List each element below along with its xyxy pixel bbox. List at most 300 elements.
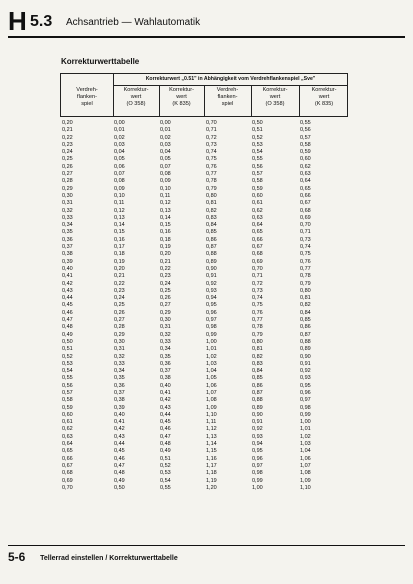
table-cell: 0,02: [160, 134, 171, 141]
table-cell: 0,77: [252, 317, 263, 324]
table-cell: 1,10: [206, 411, 217, 418]
table-cell: 0,65: [62, 448, 73, 455]
table-cell: 0,44: [160, 411, 171, 418]
table-cell: 0,95: [206, 302, 217, 309]
table-cell: 0,98: [252, 470, 263, 477]
table-cell: 1,01: [300, 426, 311, 433]
table-cell: 0,36: [62, 236, 73, 243]
table-row: [60, 266, 348, 273]
table-cell: 0,98: [300, 404, 311, 411]
table-cell: 0,44: [62, 295, 73, 302]
table-cell: 0,26: [114, 309, 125, 316]
table-cell: 0,52: [252, 134, 263, 141]
table-cell: 0,35: [114, 375, 125, 382]
column-header: Korrektur- wert (K 835): [169, 87, 194, 107]
table-row: [60, 171, 348, 178]
table-cell: 0,51: [252, 127, 263, 134]
table-cell: 0,62: [300, 163, 311, 170]
table-cell: 0,44: [114, 441, 125, 448]
table-cell: 0,65: [300, 185, 311, 192]
table-row: [60, 383, 348, 390]
column-header: Verdreh- flanken- spiel: [76, 87, 98, 107]
table-cell: 0,57: [252, 171, 263, 178]
table-cell: 0,89: [206, 258, 217, 265]
chapter-letter: H: [8, 6, 26, 36]
table-cell: 0,22: [160, 265, 171, 272]
table-row: [60, 259, 348, 266]
table-cell: 0,81: [206, 200, 217, 207]
table-cell: 0,46: [160, 426, 171, 433]
table-cell: 0,13: [160, 207, 171, 214]
table-cell: 0,72: [252, 280, 263, 287]
table-cell: 0,38: [114, 397, 125, 404]
table-cell: 0,43: [62, 287, 73, 294]
table-cell: 0,74: [206, 149, 217, 156]
table-cell: 0,76: [206, 163, 217, 170]
table-cell: 0,23: [114, 287, 125, 294]
footer-rule: [8, 545, 405, 546]
table-cell: 0,81: [252, 346, 263, 353]
table-row: [60, 456, 348, 463]
table-cell: 0,42: [114, 426, 125, 433]
table-cell: 0,93: [252, 433, 263, 440]
table-cell: 0,89: [252, 404, 263, 411]
column-header: Verdreh- flanken- spiel: [216, 87, 239, 107]
table-cell: 0,97: [252, 462, 263, 469]
table-cell: 0,59: [252, 185, 263, 192]
table-cell: 0,79: [300, 280, 311, 287]
table-cell: 0,45: [62, 302, 73, 309]
column-header: Korrektur- wert (K 835): [311, 87, 337, 107]
table-row: [60, 317, 348, 324]
table-cell: 0,66: [62, 455, 73, 462]
table-cell: 0,77: [206, 171, 217, 178]
table-cell: 0,60: [300, 156, 311, 163]
table-cell: 0,27: [114, 317, 125, 324]
table-cell: 0,46: [114, 455, 125, 462]
table-cell: 0,85: [206, 229, 217, 236]
table-cell: 0,95: [300, 382, 311, 389]
table-cell: 0,95: [252, 448, 263, 455]
table-cell: 1,16: [206, 455, 217, 462]
table-cell: 0,33: [62, 214, 73, 221]
table-row: [60, 149, 348, 156]
table-cell: 1,04: [300, 448, 311, 455]
table-row: [60, 390, 348, 397]
table-cell: 0,86: [206, 236, 217, 243]
table-cell: 0,18: [114, 251, 125, 258]
table-cell: 0,63: [300, 171, 311, 178]
table-cell: 0,04: [114, 149, 125, 156]
table-cell: 1,02: [300, 433, 311, 440]
table-cell: 0,87: [300, 331, 311, 338]
table-cell: 1,00: [252, 484, 263, 491]
table-row: [60, 346, 348, 353]
table-cell: 0,73: [252, 287, 263, 294]
table-cell: 1,03: [300, 441, 311, 448]
table-cell: 0,01: [160, 127, 171, 134]
table-cell: 0,21: [114, 273, 125, 280]
table-cell: 0,43: [114, 433, 125, 440]
table-row: [60, 448, 348, 455]
table-cell: 0,77: [300, 265, 311, 272]
table-cell: 0,47: [160, 433, 171, 440]
table-row: [60, 127, 348, 134]
table-cell: 0,27: [160, 302, 171, 309]
table-cell: 0,74: [252, 295, 263, 302]
table-cell: 0,18: [160, 236, 171, 243]
table-cell: 0,25: [160, 287, 171, 294]
table-cell: 0,55: [300, 120, 311, 126]
table-row: [60, 361, 348, 368]
table-cell: 0,05: [114, 156, 125, 163]
table-cell: 0,33: [160, 338, 171, 345]
table-cell: 0,39: [62, 258, 73, 265]
table-cell: 0,38: [160, 375, 171, 382]
table-cell: 0,99: [300, 411, 311, 418]
table-cell: 0,49: [62, 331, 73, 338]
table-cell: 0,00: [160, 120, 171, 126]
page-footer: [8, 550, 178, 564]
table-cell: 0,58: [252, 178, 263, 185]
table-cell: 0,67: [300, 200, 311, 207]
table-cell: 0,14: [160, 214, 171, 221]
table-cell: 0,42: [160, 397, 171, 404]
table-cell: 0,56: [252, 163, 263, 170]
table-cell: 1,00: [206, 338, 217, 345]
table-row: [60, 405, 348, 412]
table-row: [60, 215, 348, 222]
table-cell: 0,25: [114, 302, 125, 309]
table-cell: 0,57: [300, 134, 311, 141]
table-cell: 0,19: [160, 244, 171, 251]
table-row: [60, 135, 348, 142]
table-cell: 0,53: [62, 360, 73, 367]
table-cell: 0,84: [206, 222, 217, 229]
table-cell: 0,81: [300, 295, 311, 302]
table-row: [60, 434, 348, 441]
table-cell: 0,36: [160, 360, 171, 367]
table-row: [60, 295, 348, 302]
table-cell: 0,37: [62, 244, 73, 251]
table-cell: 0,52: [62, 353, 73, 360]
table-body: [60, 120, 348, 492]
table-cell: 0,40: [160, 382, 171, 389]
table-cell: 0,46: [62, 309, 73, 316]
table-cell: 0,08: [114, 178, 125, 185]
table-cell: 0,85: [300, 317, 311, 324]
table-cell: 0,71: [300, 229, 311, 236]
table-row: [60, 470, 348, 477]
table-cell: 0,28: [114, 324, 125, 331]
table-row: [60, 412, 348, 419]
table-cell: 1,10: [300, 484, 311, 491]
table-cell: 0,91: [252, 419, 263, 426]
table-cell: 0,75: [300, 251, 311, 258]
table-cell: 1,02: [206, 353, 217, 360]
table-cell: 0,90: [252, 411, 263, 418]
table-cell: 0,32: [160, 331, 171, 338]
column-header: Korrektur- wert (O 358): [123, 87, 149, 107]
table-cell: 0,03: [160, 141, 171, 148]
table-cell: 0,98: [206, 324, 217, 331]
table-cell: 0,55: [62, 375, 73, 382]
table-cell: 1,06: [300, 455, 311, 462]
table-cell: 0,55: [160, 484, 171, 491]
table-cell: 0,90: [300, 353, 311, 360]
table-top-label: Korrekturwert „0.51" in Abhängigkeit vom Verdrehflankenspiel „Sve": [113, 74, 347, 86]
table-cell: 0,41: [62, 273, 73, 280]
table-cell: 0,64: [252, 222, 263, 229]
table-row: [60, 339, 348, 346]
table-cell: 0,40: [114, 411, 125, 418]
table-cell: 0,83: [206, 214, 217, 221]
table-cell: 1,07: [206, 389, 217, 396]
table-cell: 0,03: [114, 141, 125, 148]
header-rule: [8, 36, 405, 38]
table-cell: 1,12: [206, 426, 217, 433]
table-cell: 0,93: [300, 375, 311, 382]
table-row: [60, 375, 348, 382]
table-cell: 0,86: [300, 324, 311, 331]
table-cell: 0,51: [62, 346, 73, 353]
table-row: [60, 251, 348, 258]
table-cell: 0,35: [160, 353, 171, 360]
table-cell: 0,70: [62, 484, 73, 491]
table-cell: 0,64: [300, 178, 311, 185]
table-cell: 0,49: [160, 448, 171, 455]
table-cell: 0,22: [114, 280, 125, 287]
table-cell: 0,54: [160, 477, 171, 484]
table-cell: 1,03: [206, 360, 217, 367]
table-cell: 0,96: [206, 309, 217, 316]
table-cell: 0,89: [300, 346, 311, 353]
table-cell: 0,47: [62, 317, 73, 324]
table-cell: 0,30: [160, 317, 171, 324]
table-cell: 0,65: [252, 229, 263, 236]
table-cell: 0,45: [114, 448, 125, 455]
table-cell: 1,13: [206, 433, 217, 440]
table-cell: 0,70: [206, 120, 217, 126]
table-cell: 0,94: [252, 441, 263, 448]
table-row: [60, 156, 348, 163]
table-cell: 0,70: [300, 222, 311, 229]
table-cell: 0,58: [300, 141, 311, 148]
table-cell: 0,75: [206, 156, 217, 163]
table-cell: 0,31: [114, 346, 125, 353]
table-cell: 0,82: [300, 302, 311, 309]
table-row: [60, 142, 348, 149]
table-cell: 0,74: [300, 244, 311, 251]
table-cell: 0,06: [114, 163, 125, 170]
table-cell: 0,30: [114, 338, 125, 345]
table-cell: 0,35: [62, 229, 73, 236]
table-cell: 0,92: [300, 368, 311, 375]
table-cell: 0,27: [62, 171, 73, 178]
table-cell: 0,71: [252, 273, 263, 280]
table-cell: 1,04: [206, 368, 217, 375]
table-cell: 0,11: [114, 200, 125, 207]
table-row: [60, 332, 348, 339]
table-cell: 0,15: [114, 229, 125, 236]
table-cell: 0,55: [252, 156, 263, 163]
table-cell: 0,07: [114, 171, 125, 178]
table-cell: 0,73: [206, 141, 217, 148]
table-cell: 0,84: [300, 309, 311, 316]
table-row: [60, 193, 348, 200]
table-row: [60, 368, 348, 375]
table-cell: 0,60: [252, 192, 263, 199]
table-cell: 1,08: [206, 397, 217, 404]
table-cell: 0,71: [206, 127, 217, 134]
table-cell: 0,63: [62, 433, 73, 440]
table-cell: 0,05: [160, 156, 171, 163]
table-cell: 0,14: [114, 222, 125, 229]
table-cell: 0,12: [114, 207, 125, 214]
table-cell: 0,37: [114, 389, 125, 396]
table-row: [60, 273, 348, 280]
table-cell: 0,75: [252, 302, 263, 309]
table-cell: 0,50: [114, 484, 125, 491]
table-cell: 0,16: [160, 229, 171, 236]
table-cell: 0,30: [62, 192, 73, 199]
table-cell: 0,50: [62, 338, 73, 345]
table-row: [60, 426, 348, 433]
table-cell: 0,23: [62, 141, 73, 148]
table-cell: 0,40: [62, 265, 73, 272]
table-cell: 0,20: [160, 251, 171, 258]
table-cell: 0,57: [62, 389, 73, 396]
table-cell: 0,78: [252, 324, 263, 331]
table-cell: 0,76: [300, 258, 311, 265]
table-cell: 0,79: [206, 185, 217, 192]
page-number: 5-6: [8, 550, 26, 564]
table-cell: 0,37: [160, 368, 171, 375]
table-row: [60, 200, 348, 207]
table-cell: 0,86: [252, 382, 263, 389]
table-cell: 0,32: [114, 353, 125, 360]
table-cell: 0,17: [114, 244, 125, 251]
table-cell: 0,67: [252, 244, 263, 251]
table-cell: 0,96: [252, 455, 263, 462]
table-cell: 0,62: [252, 207, 263, 214]
table-row: [60, 229, 348, 236]
table-row: [60, 310, 348, 317]
table-cell: 0,04: [160, 149, 171, 156]
table-cell: 1,01: [206, 346, 217, 353]
table-cell: 0,54: [252, 149, 263, 156]
table-cell: 0,24: [114, 295, 125, 302]
table-cell: 0,08: [160, 171, 171, 178]
table-cell: 0,96: [300, 389, 311, 396]
table-row: [60, 324, 348, 331]
table-cell: 0,76: [252, 309, 263, 316]
table-cell: 0,51: [160, 455, 171, 462]
table-cell: 0,20: [114, 265, 125, 272]
table-cell: 0,54: [62, 368, 73, 375]
table-cell: 0,63: [252, 214, 263, 221]
table-cell: 0,28: [62, 178, 73, 185]
table-cell: 0,26: [160, 295, 171, 302]
table-cell: 0,31: [160, 324, 171, 331]
table-cell: 0,70: [252, 265, 263, 272]
table-cell: 0,92: [252, 426, 263, 433]
footer-title: Tellerrad einstellen / Korrekturwerttabelle: [40, 555, 178, 562]
table-cell: 0,21: [160, 258, 171, 265]
header-subtitle: Achsantrieb — Wahlautomatik: [66, 17, 201, 28]
table-row: [60, 288, 348, 295]
table-cell: 0,47: [114, 462, 125, 469]
table-cell: 0,11: [160, 192, 171, 199]
table-cell: 1,06: [206, 382, 217, 389]
table-row: [60, 419, 348, 426]
table-cell: 0,21: [62, 127, 73, 134]
table-cell: 0,13: [114, 214, 125, 221]
table-cell: 0,42: [62, 280, 73, 287]
table-cell: 0,59: [300, 149, 311, 156]
table-cell: 0,82: [252, 353, 263, 360]
table-cell: 0,80: [252, 338, 263, 345]
table-cell: 1,07: [300, 462, 311, 469]
table-cell: 0,38: [62, 251, 73, 258]
table-cell: 0,69: [300, 214, 311, 221]
table-cell: 0,02: [114, 134, 125, 141]
table-cell: 0,64: [62, 441, 73, 448]
table-cell: 0,53: [160, 470, 171, 477]
table-cell: 0,43: [160, 404, 171, 411]
table-row: [60, 178, 348, 185]
table-row: [60, 485, 348, 492]
table-cell: 0,01: [114, 127, 125, 134]
table-cell: 1,00: [300, 419, 311, 426]
table-cell: 1,19: [206, 477, 217, 484]
table-cell: 0,16: [114, 236, 125, 243]
table-cell: 0,41: [114, 419, 125, 426]
table-row: [60, 244, 348, 251]
table-cell: 0,66: [300, 192, 311, 199]
table-cell: 0,79: [252, 331, 263, 338]
table-cell: 0,91: [300, 360, 311, 367]
table-cell: 0,56: [300, 127, 311, 134]
table-cell: 0,88: [300, 338, 311, 345]
table-row: [60, 441, 348, 448]
table-cell: 0,56: [62, 382, 73, 389]
table-cell: 0,29: [114, 331, 125, 338]
table-cell: 0,60: [62, 411, 73, 418]
table-cell: 0,97: [206, 317, 217, 324]
table-cell: 0,00: [114, 120, 125, 126]
table-cell: 0,36: [114, 382, 125, 389]
section-title: Korrekturwerttabelle: [61, 57, 140, 66]
table-cell: 0,23: [160, 273, 171, 280]
table-row: [60, 237, 348, 244]
table-cell: 0,84: [252, 368, 263, 375]
table-row: [60, 222, 348, 229]
table-cell: 0,61: [62, 419, 73, 426]
table-cell: 0,09: [160, 178, 171, 185]
table-cell: 0,52: [160, 462, 171, 469]
table-row: [60, 478, 348, 485]
table-cell: 1,14: [206, 441, 217, 448]
table-cell: 0,34: [114, 368, 125, 375]
table-cell: 1,20: [206, 484, 217, 491]
table-row: [60, 463, 348, 470]
table-cell: 0,09: [114, 185, 125, 192]
table-cell: 0,91: [206, 273, 217, 280]
table-cell: 0,31: [62, 200, 73, 207]
table-row: [60, 120, 348, 127]
table-cell: 0,25: [62, 156, 73, 163]
